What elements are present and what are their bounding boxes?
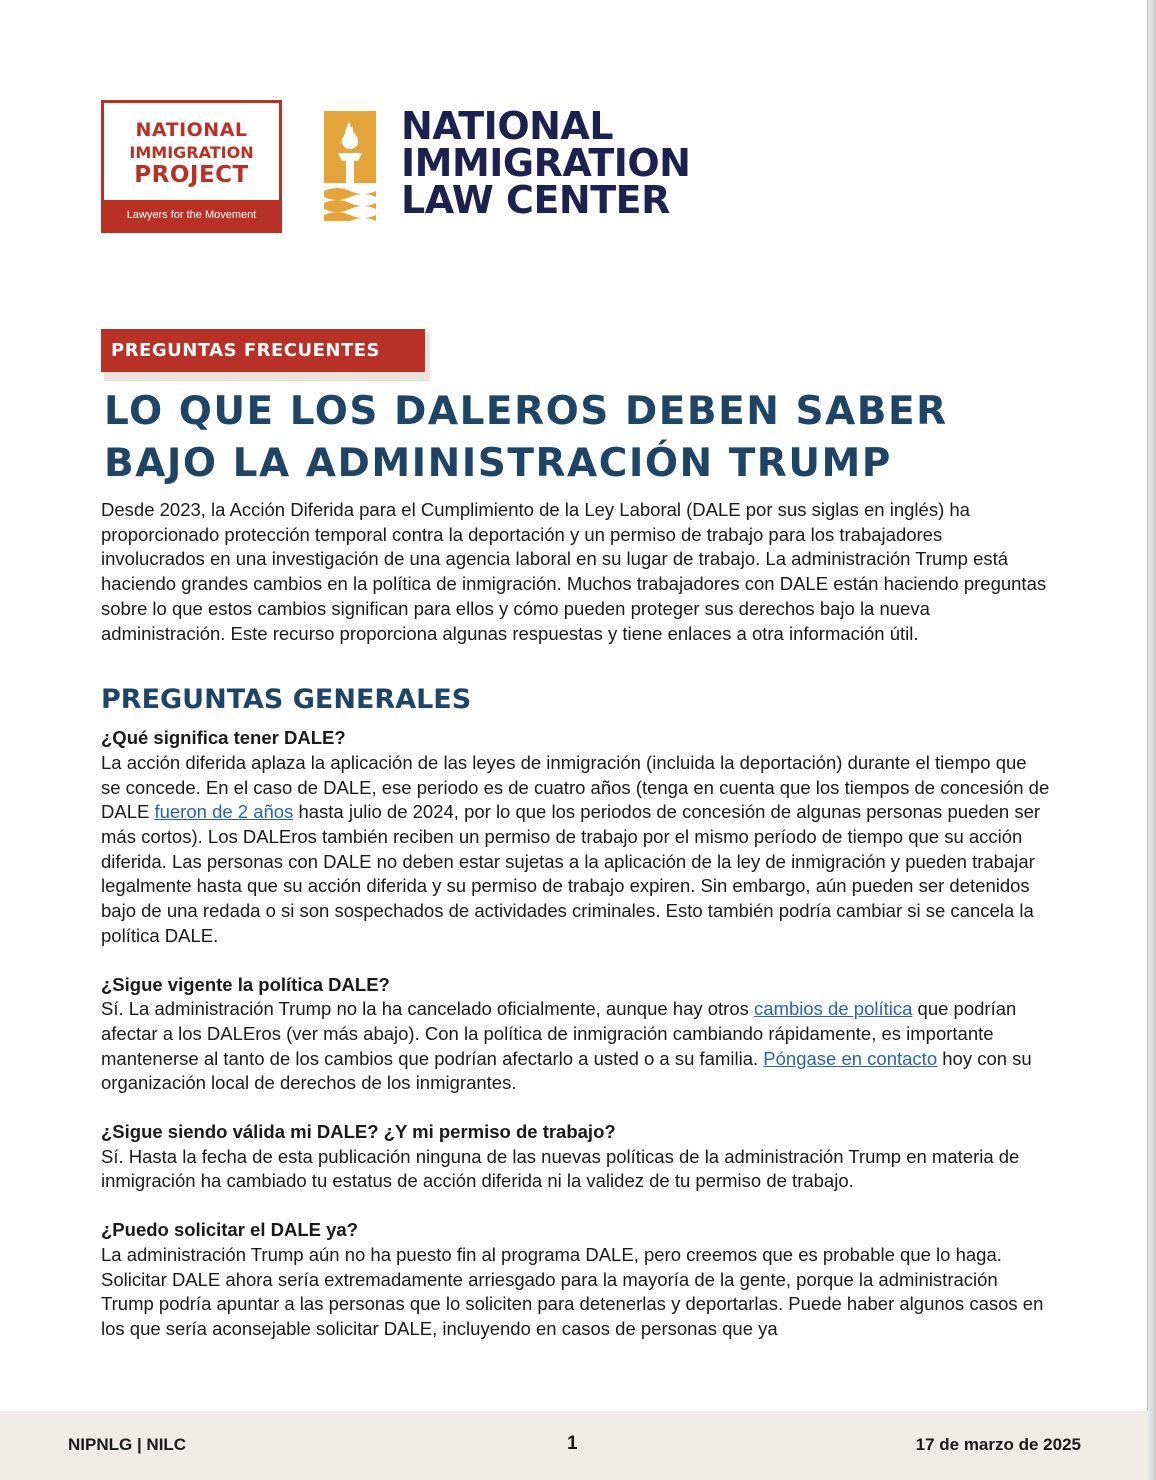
nip-logo bbox=[101, 100, 282, 233]
page-edge bbox=[1147, 0, 1156, 1480]
faq-answer-1-text-after: hasta julio de 2024, por lo que los periodos de concesión de algunas personas pueden ser más cortos). Los DALEros también reciben un permiso de trabajo por el mismo período de tiempo que su acción diferida. Las personas con DALE no deben estar sujetas a la aplicación de la ley de inmigración y pueden trabajar legalmente hasta que su acción diferida y su permiso de trabajo expiren. Sin embargo, aún pueden ser detenidos bajo de una redada o si son sospechados de actividades criminales. Esto también podría cambiar si se cancela la política DALE. bbox=[101, 801, 1041, 946]
page-title bbox=[104, 386, 948, 490]
page-number: 1 bbox=[567, 1433, 578, 1454]
intro-paragraph: Desde 2023, la Acción Diferida para el Cumplimiento de la Ley Laboral (DALE por sus siglas en inglés) ha proporcionado protección temporal contra la deportación y un permiso de trabajo para los trabajadores involucrados en una investigación de una agencia laboral en su lugar de trabajo. La administración Trump está haciendo grandes cambios en la política de inmigración. Muchos trabajadores con DALE están haciendo preguntas sobre lo que estos cambios significan para ellos y cómo pueden proteger sus derechos bajo la nueva administración. Este recurso proporciona algunas respuestas y tiene enlaces a otra información útil. bbox=[101, 499, 1047, 644]
page-title-line2: BAJO LA ADMINISTRACIÓN TRUMP bbox=[104, 441, 892, 486]
faq-answer-2-text: Sí. La administración Trump no la ha cancelado oficialmente, aunque hay otros bbox=[101, 998, 755, 1020]
faq-question-2: ¿Sigue vigente la política DALE? bbox=[101, 973, 390, 995]
nip-logo-tagline: Lawyers for the Movement bbox=[104, 200, 279, 230]
faq-answer-2-text-mid: que podrían afectar a los DALEros (ver más abajo). Con la política de inmigración cambiando rápidamente, es importante mantenerse al tanto de los cambios que podrían afectarlo a usted o a su familia. bbox=[101, 998, 1017, 1069]
category-tag: PREGUNTAS FRECUENTES bbox=[101, 329, 425, 372]
faq-answer-2 bbox=[101, 997, 1051, 1096]
section-heading: PREGUNTAS GENERALES bbox=[101, 684, 472, 716]
faq-question-4: ¿Puedo solicitar el DALE ya? bbox=[101, 1219, 359, 1241]
nip-logo-line3: PROJECT bbox=[134, 162, 249, 188]
faq-answer-1-link[interactable]: fueron de 2 años bbox=[154, 801, 294, 823]
footer-date: 17 de marzo de 2025 bbox=[915, 1435, 1081, 1454]
faq-answer-2-text-after: hoy con su organización local de derechos de los inmigrantes. bbox=[101, 1047, 1032, 1094]
faq-answer-1 bbox=[101, 751, 1051, 949]
torch-icon bbox=[324, 111, 376, 221]
nilc-logo-text bbox=[401, 104, 691, 222]
faq-answer-1-text: La acción diferida aplaza la aplicación de las leyes de inmigración (incluida la deportación) durante el tiempo que se concede. En el caso de DALE, ese periodo es de cuatro años (tenga en cuenta que los tiempos de concesión de DALE bbox=[101, 751, 1050, 823]
nilc-logo-line1: NATIONAL bbox=[401, 104, 614, 148]
contact-link[interactable]: Póngase en contacto bbox=[763, 1047, 938, 1069]
nilc-logo-line3: LAW CENTER bbox=[401, 178, 670, 222]
faq-answer-4: La administración Trump aún no ha puesto fin al programa DALE, pero creemos que es probable que lo haga. Solicitar DALE ahora sería extremadamente arriesgado para la mayoría de la gente, porque la administración Trump podría apuntar a las personas que lo soliciten para detenerlas y deportarlas. Puede haber algunos casos en los que sería aconsejable solicitar DALE, incluyendo en casos de personas que ya bbox=[101, 1243, 1044, 1339]
faq-question-3: ¿Sigue siendo válida mi DALE? ¿Y mi permiso de trabajo? bbox=[101, 1121, 616, 1143]
nilc-logo-line2: IMMIGRATION bbox=[401, 141, 691, 185]
page-footer bbox=[0, 1411, 1148, 1480]
nip-logo-line1: NATIONAL bbox=[135, 119, 248, 141]
faq-answer-3: Sí. Hasta la fecha de esta publicación ninguna de las nuevas políticas de la administración Trump en materia de inmigración ha cambiado tu estatus de acción diferida ni la validez de tu permiso de trabajo. bbox=[101, 1145, 1020, 1192]
nip-logo-line2: IMMIGRATION bbox=[129, 143, 254, 162]
faq-question-1: ¿Qué significa tener DALE? bbox=[101, 727, 346, 749]
page-title-line1: LO QUE LOS DALEROS DEBEN SABER bbox=[104, 389, 948, 434]
footer-orgs: NIPNLG | NILC bbox=[68, 1435, 187, 1454]
document-body bbox=[101, 498, 1051, 1366]
policy-changes-link[interactable]: cambios de política bbox=[754, 998, 913, 1020]
